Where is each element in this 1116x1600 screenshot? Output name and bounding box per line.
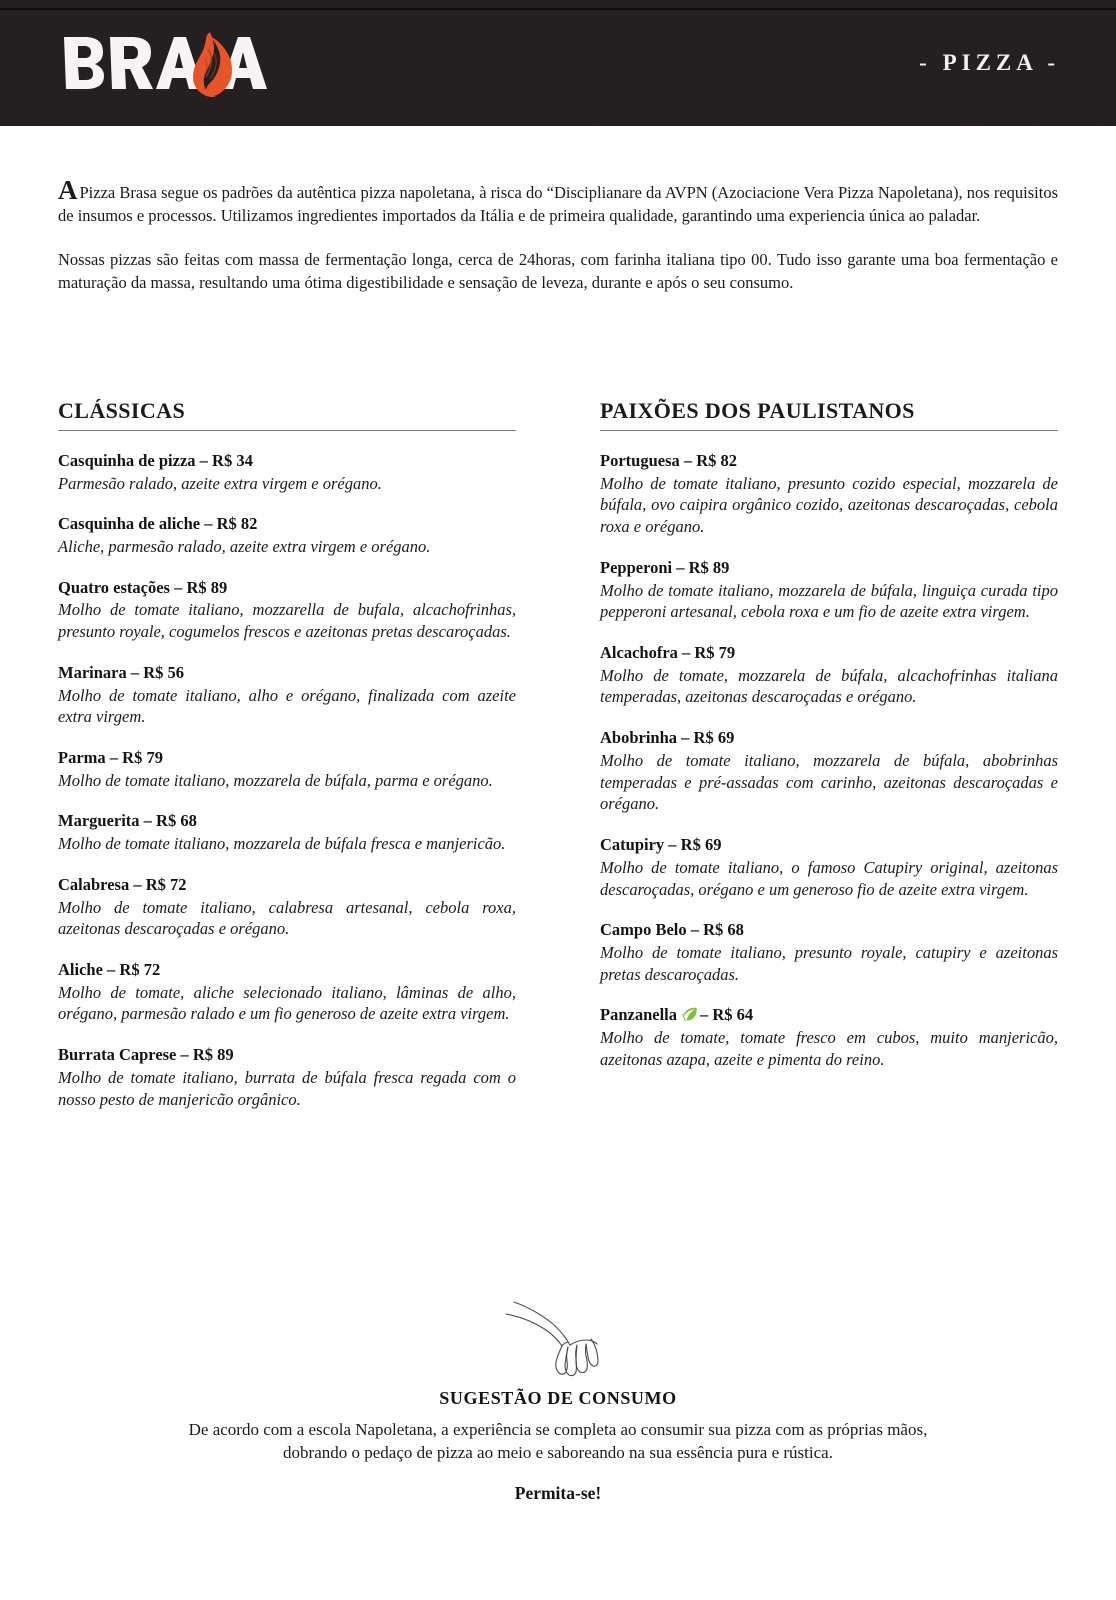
menu-item[interactable] bbox=[58, 663, 516, 728]
menu-item-description: Molho de tomate italiano, mozzarela de búfala, abobrinhas temperadas e pré-assadas com carinho, azeitonas descaroçadas e orégano. bbox=[600, 750, 1058, 814]
page-header bbox=[0, 0, 1116, 126]
menu-item[interactable] bbox=[600, 558, 1058, 623]
menu-item-name: Abobrinha – R$ 69 bbox=[600, 728, 735, 748]
menu-item-name: Parma – R$ 79 bbox=[58, 748, 163, 768]
menu-item[interactable] bbox=[600, 451, 1058, 538]
page-footer bbox=[0, 1296, 1116, 1504]
hand-icon bbox=[498, 1296, 618, 1382]
menu-item[interactable] bbox=[58, 811, 516, 854]
menu-item-price: – R$ 64 bbox=[700, 1005, 754, 1025]
menu-item-description: Molho de tomate italiano, mozzarela de búfala, parma e orégano. bbox=[58, 770, 493, 790]
menu-item-description: Molho de tomate italiano, mozzarela de búfala, linguiça curada tipo pepperoni artesanal, cebola roxa e um fio de azeite extra virgem. bbox=[600, 580, 1058, 622]
menu-item[interactable] bbox=[600, 728, 1058, 815]
flame-icon bbox=[193, 32, 232, 97]
menu-item[interactable] bbox=[58, 875, 516, 940]
menu-item[interactable] bbox=[58, 960, 516, 1025]
menu-item-name: Catupiry – R$ 69 bbox=[600, 835, 722, 855]
menu-item-name: Quatro estações – R$ 89 bbox=[58, 577, 228, 597]
menu-item-description: Parmesão ralado, azeite extra virgem e orégano. bbox=[58, 473, 382, 493]
menu-item-name: Panzanella bbox=[600, 1005, 677, 1025]
menu-item-description: Molho de tomate, aliche selecionado italiano, lâminas de alho, orégano, parmesão ralado e um fio generoso de azeite extra virgem. bbox=[58, 982, 516, 1024]
header-tagline: - PIZZA - bbox=[919, 50, 1060, 75]
footer-text: De acordo com a escola Napoletana, a experiência se completa ao consumir sua pizza com as próprias mãos, dobrando o pedaço de pizza ao meio e saboreando na sua essência pura e rústica. bbox=[188, 1420, 928, 1462]
intro-paragraph-2: Nossas pizzas são feitas com massa de fermentação longa, cerca de 24horas, com farinha italiana tipo 00. Tudo isso garante uma boa fermentação e maturação da massa, resultando uma ótima digestibilidade e sensação de leveza, durante e após o seu consumo. bbox=[58, 249, 1058, 293]
menu-item-description: Molho de tomate italiano, mozzarella de bufala, alcachofrinhas, presunto royale, cogumelos frescos e azeitonas pretas descaroçadas. bbox=[58, 600, 516, 642]
menu-item-name: Casquinha de aliche – R$ 82 bbox=[58, 514, 258, 534]
menu-item[interactable] bbox=[58, 578, 516, 643]
menu-item-description: Molho de tomate italiano, presunto royale, catupiry e azeitonas pretas descaroçadas. bbox=[600, 942, 1058, 984]
menu-item-name: Pepperoni – R$ 89 bbox=[600, 557, 730, 577]
menu-item-name: Marinara – R$ 56 bbox=[58, 662, 185, 682]
menu-item-description: Molho de tomate, tomate fresco em cubos, muito manjericão, azeitonas azapa, azeite e pimenta do reino. bbox=[600, 1028, 1058, 1069]
intro-paragraph-1-text: Pizza Brasa segue os padrões da autêntica pizza napoletana, à risca do “Disciplianare da AVPN (Azociacione Vera Pizza Napoletana), nos requisitos de insumos e processos. Utilizamos ingredientes importados da Itália e de primeira qualidade, garantindo uma experiencia única ao paladar. bbox=[58, 183, 1058, 226]
menu-item-description: Aliche, parmesão ralado, azeite extra virgem e orégano. bbox=[58, 537, 431, 557]
menu-item-name: Burrata Caprese – R$ 89 bbox=[58, 1045, 234, 1065]
menu-item-name: Marguerita – R$ 68 bbox=[58, 811, 197, 831]
menu-column-classicas bbox=[58, 398, 516, 1110]
menu-item[interactable] bbox=[600, 1005, 1058, 1070]
menu-item-name: Alcachofra – R$ 79 bbox=[600, 643, 736, 663]
menu-item[interactable] bbox=[58, 748, 516, 791]
menu-item-description: Molho de tomate, mozzarela de búfala, alcachofrinhas italiana temperadas, azeitonas descaroçadas e orégano. bbox=[600, 665, 1058, 707]
menu-item-name: Portuguesa – R$ 82 bbox=[600, 451, 738, 470]
menu-item-description: Molho de tomate italiano, alho e orégano, finalizada com azeite extra virgem. bbox=[58, 685, 516, 727]
menu-item-name: Calabresa – R$ 72 bbox=[58, 874, 187, 894]
menu-item[interactable] bbox=[58, 451, 516, 494]
footer-title: SUGESTÃO DE CONSUMO bbox=[439, 1388, 677, 1408]
menu-item[interactable] bbox=[58, 1045, 516, 1110]
brasa-logo bbox=[58, 27, 268, 99]
footer-cta: Permita-se! bbox=[514, 1482, 602, 1503]
menu-item-name: Aliche – R$ 72 bbox=[58, 960, 161, 980]
menu-item-description: Molho de tomate italiano, mozzarela de búfala fresca e manjericão. bbox=[58, 834, 506, 854]
menu-item-description: Molho de tomate italiano, presunto cozido especial, mozzarela de búfala, ovo caipira orgânico cozido, azeitonas descaroçadas, cebola roxa e orégano. bbox=[600, 473, 1058, 537]
menu-item-name-row bbox=[600, 1005, 1058, 1026]
menu-column-paixoes bbox=[600, 398, 1058, 1110]
intro-paragraph-1 bbox=[58, 175, 1058, 228]
leaf-icon bbox=[681, 1007, 698, 1022]
menu-item[interactable] bbox=[600, 643, 1058, 708]
intro-block bbox=[58, 175, 1058, 295]
intro-dropcap: A bbox=[58, 175, 78, 205]
section-title-classicas: CLÁSSICAS bbox=[58, 398, 516, 431]
menu-item[interactable] bbox=[600, 920, 1058, 985]
section-title-paixoes: PAIXÕES DOS PAULISTANOS bbox=[600, 398, 1058, 431]
menu-item-description: Molho de tomate italiano, o famoso Catupiry original, azeitonas descaroçadas, orégano e um generoso fio de azeite extra virgem. bbox=[600, 857, 1058, 899]
menu-columns bbox=[0, 398, 1116, 1110]
menu-item[interactable] bbox=[600, 835, 1058, 900]
menu-item-description: Molho de tomate italiano, burrata de búfala fresca regada com o nosso pesto de manjericão orgânico. bbox=[58, 1067, 516, 1109]
menu-item[interactable] bbox=[58, 514, 516, 557]
menu-item-name: Casquinha de pizza – R$ 34 bbox=[58, 451, 253, 470]
menu-item-name: Campo Belo – R$ 68 bbox=[600, 920, 744, 940]
menu-item-description: Molho de tomate italiano, calabresa artesanal, cebola roxa, azeitonas descaroçadas e orégano. bbox=[58, 897, 516, 939]
